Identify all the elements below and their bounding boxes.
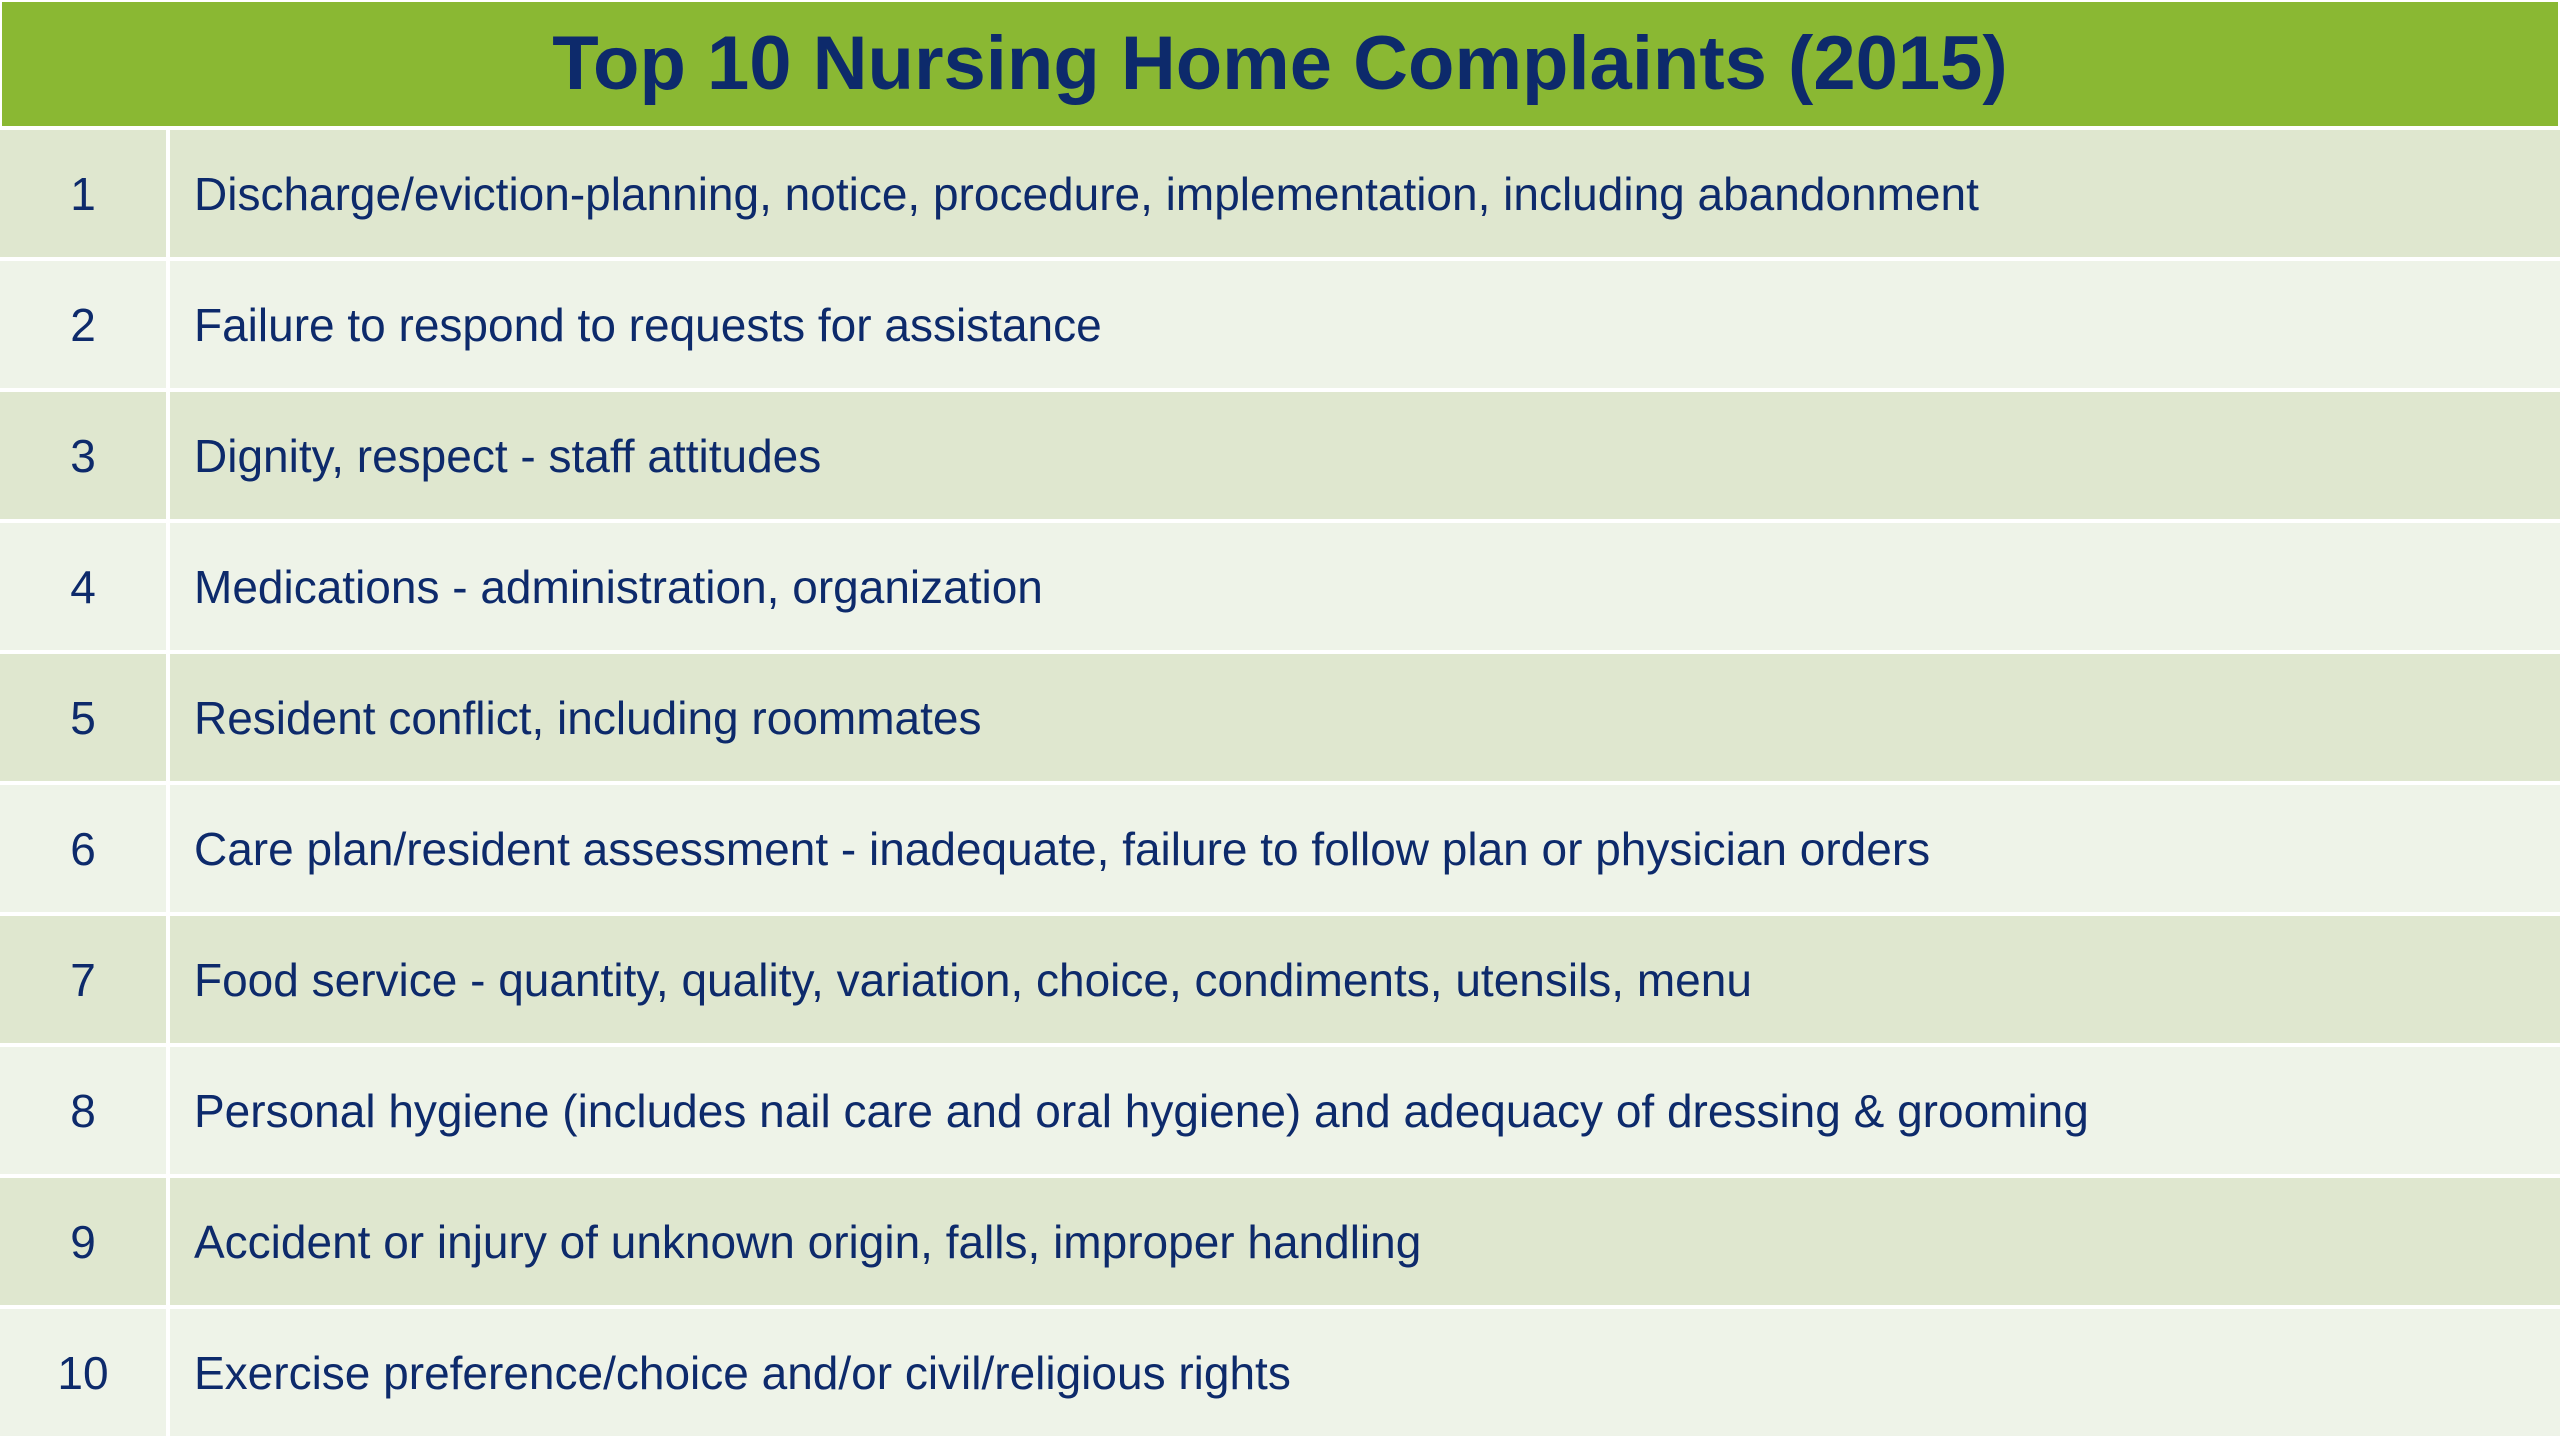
table-row xyxy=(0,1047,2560,1178)
complaint-cell: Exercise preference/choice and/or civil/religious rights xyxy=(194,1346,1291,1399)
table-row xyxy=(0,1178,2560,1309)
complaint-cell: Food service - quantity, quality, variation, choice, condiments, utensils, menu xyxy=(194,953,1752,1006)
complaint-cell: Resident conflict, including roommates xyxy=(194,691,982,744)
rank-cell: 3 xyxy=(0,392,170,519)
complaint-cell: Accident or injury of unknown origin, falls, improper handling xyxy=(194,1215,1422,1268)
title-bar xyxy=(2,2,2558,126)
rank-cell: 1 xyxy=(0,130,170,257)
table-row xyxy=(0,392,2560,523)
table-row xyxy=(0,1309,2560,1440)
rank-cell: 4 xyxy=(0,523,170,650)
complaint-cell: Dignity, respect - staff attitudes xyxy=(194,429,822,482)
complaint-cell: Medications - administration, organization xyxy=(194,560,1043,613)
rank-cell: 8 xyxy=(0,1047,170,1174)
table-row xyxy=(0,654,2560,785)
complaint-cell: Failure to respond to requests for assistance xyxy=(194,298,1102,351)
complaint-cell: Care plan/resident assessment - inadequate, failure to follow plan or physician orders xyxy=(194,822,1931,875)
complaints-table xyxy=(0,130,2560,1440)
rank-cell: 10 xyxy=(0,1309,170,1436)
complaint-cell: Discharge/eviction-planning, notice, procedure, implementation, including abandonment xyxy=(194,167,1979,220)
rank-cell: 5 xyxy=(0,654,170,781)
table-row xyxy=(0,785,2560,916)
table-row xyxy=(0,130,2560,261)
table-row xyxy=(0,916,2560,1047)
slide-title: Top 10 Nursing Home Complaints (2015) xyxy=(552,21,2008,106)
complaint-cell: Personal hygiene (includes nail care and oral hygiene) and adequacy of dressing & grooming xyxy=(194,1084,2089,1137)
rank-cell: 6 xyxy=(0,785,170,912)
rank-cell: 7 xyxy=(0,916,170,1043)
rank-cell: 2 xyxy=(0,261,170,388)
table-row xyxy=(0,261,2560,392)
table-row xyxy=(0,523,2560,654)
rank-cell: 9 xyxy=(0,1178,170,1305)
